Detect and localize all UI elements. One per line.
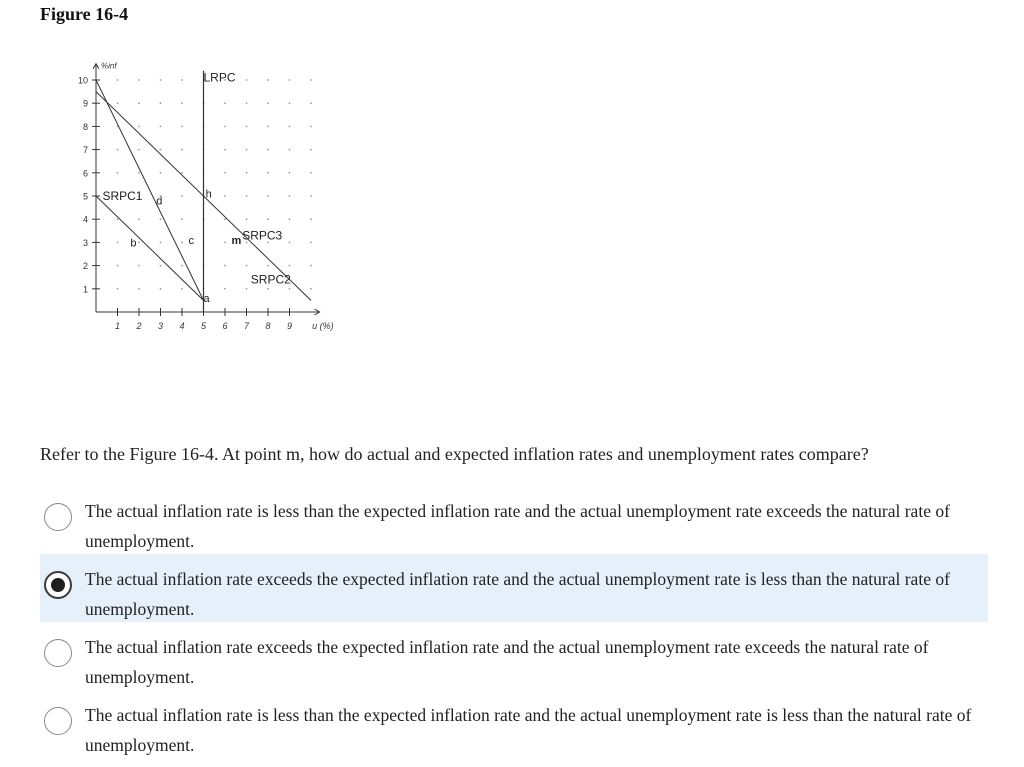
grid-dot xyxy=(267,288,269,290)
grid-dot xyxy=(289,149,291,151)
x-tick-label: 1 xyxy=(114,321,121,331)
y-tick-label: 5 xyxy=(82,191,88,202)
grid-dot xyxy=(160,242,162,244)
x-tick-label: 7 xyxy=(243,321,250,331)
x-tick-label: 2 xyxy=(136,321,142,331)
option-text: The actual inflation rate exceeds the expected inflation rate and the actual unemployment rate exceeds the natural rate of unemployment. xyxy=(85,637,929,687)
grid-dot xyxy=(310,149,312,151)
grid-dot xyxy=(138,242,140,244)
grid-dot xyxy=(117,242,119,244)
grid-dot xyxy=(289,172,291,174)
point-label-a: a xyxy=(203,293,210,306)
grid-dot xyxy=(267,149,269,151)
grid-dot xyxy=(224,288,226,290)
grid-dot xyxy=(289,288,291,290)
grid-dot xyxy=(224,172,226,174)
grid-dot xyxy=(181,218,183,220)
grid-dot xyxy=(181,242,183,244)
grid-dot xyxy=(138,172,140,174)
point-label-m: m xyxy=(231,235,242,248)
grid-dot xyxy=(246,149,248,151)
grid-dot xyxy=(310,265,312,267)
phillips-curve-chart xyxy=(70,55,370,345)
grid-dot xyxy=(310,172,312,174)
curve-label-srpc2: SRPC2 xyxy=(250,272,291,287)
grid-dot xyxy=(117,79,119,81)
grid-dot xyxy=(138,218,140,220)
grid-dot xyxy=(138,288,140,290)
grid-dot xyxy=(289,218,291,220)
question-text: Refer to the Figure 16-4. At point m, how do actual and expected inflation rates and unemployment rates compare? xyxy=(40,444,869,464)
chart-svg xyxy=(70,55,370,345)
figure-title: Figure 16-4 xyxy=(40,4,129,24)
option-text: The actual inflation rate exceeds the expected inflation rate and the actual unemployment rate is less than the natural rate of unemployment. xyxy=(85,569,950,619)
y-tick-label: 1 xyxy=(82,284,88,295)
grid-dot xyxy=(138,126,140,128)
grid-dot xyxy=(289,195,291,197)
grid-dot xyxy=(160,218,162,220)
grid-dot xyxy=(138,79,140,81)
y-tick-label: 3 xyxy=(82,237,88,248)
grid-dot xyxy=(160,149,162,151)
radio-button[interactable] xyxy=(44,639,72,667)
grid-dot xyxy=(289,265,291,267)
grid-dot xyxy=(117,102,119,104)
radio-button[interactable] xyxy=(44,571,72,599)
answer-option-4[interactable] xyxy=(40,690,988,758)
grid-dot xyxy=(267,172,269,174)
grid-dot xyxy=(181,172,183,174)
y-tick-label: 2 xyxy=(82,261,88,272)
y-tick-label: 9 xyxy=(82,98,88,109)
x-tick-label: 9 xyxy=(286,321,293,331)
grid-dot xyxy=(224,102,226,104)
grid-dot xyxy=(246,102,248,104)
grid-dot xyxy=(117,288,119,290)
grid-dot xyxy=(160,126,162,128)
grid-dot xyxy=(289,102,291,104)
grid-dot xyxy=(267,218,269,220)
point-label-b: b xyxy=(130,237,137,250)
y-tick-label: 4 xyxy=(82,214,88,225)
curve-label-srpc1: SRPC1 xyxy=(102,189,143,203)
answer-option-2[interactable] xyxy=(40,554,988,622)
grid-dot xyxy=(138,265,140,267)
grid-dot xyxy=(160,79,162,81)
grid-dot xyxy=(246,172,248,174)
x-axis-label: u (%) xyxy=(312,321,334,331)
grid-dot xyxy=(224,126,226,128)
grid-dot xyxy=(224,149,226,151)
grid-dot xyxy=(138,102,140,104)
grid-dot xyxy=(181,288,183,290)
grid-dot xyxy=(246,126,248,128)
grid-dot xyxy=(160,265,162,267)
x-tick-label: 6 xyxy=(222,321,228,331)
grid-dot xyxy=(310,288,312,290)
y-tick-label: 7 xyxy=(82,145,88,156)
grid-dot xyxy=(160,102,162,104)
x-tick-label: 8 xyxy=(265,321,271,331)
x-tick-label: 5 xyxy=(200,321,207,331)
grid-dot xyxy=(310,242,312,244)
grid-dot xyxy=(246,288,248,290)
grid-dot xyxy=(246,195,248,197)
answer-option-3[interactable] xyxy=(40,622,988,690)
grid-dot xyxy=(117,149,119,151)
grid-dot xyxy=(246,79,248,81)
x-tick-label: 3 xyxy=(157,321,164,331)
grid-dot xyxy=(181,79,183,81)
grid-dot xyxy=(289,79,291,81)
grid-dot xyxy=(224,265,226,267)
grid-dot xyxy=(310,195,312,197)
answer-options xyxy=(40,486,988,758)
grid-dot xyxy=(310,79,312,81)
grid-dot xyxy=(267,79,269,81)
grid-dot xyxy=(181,126,183,128)
radio-selected-dot xyxy=(51,578,65,592)
grid-dot xyxy=(181,149,183,151)
grid-dot xyxy=(224,242,226,244)
x-tick-label: 4 xyxy=(179,321,185,331)
grid-dot xyxy=(267,126,269,128)
grid-dot xyxy=(138,149,140,151)
grid-dot xyxy=(160,288,162,290)
radio-button[interactable] xyxy=(44,503,72,531)
curve-label-srpc3: SRPC3 xyxy=(242,228,283,243)
grid-dot xyxy=(246,265,248,267)
grid-dot xyxy=(160,172,162,174)
grid-dot xyxy=(246,218,248,220)
grid-dot xyxy=(224,218,226,220)
y-axis-label: %inf xyxy=(101,61,117,71)
grid-dot xyxy=(310,126,312,128)
grid-dot xyxy=(117,265,119,267)
radio-button[interactable] xyxy=(44,707,72,735)
grid-dot xyxy=(267,265,269,267)
curve-label-lrpc: LRPC xyxy=(203,70,236,85)
grid-dot xyxy=(117,172,119,174)
grid-dot xyxy=(267,195,269,197)
grid-dot xyxy=(181,195,183,197)
grid-dot xyxy=(181,102,183,104)
point-label-d: d xyxy=(156,195,163,208)
grid-dot xyxy=(289,242,291,244)
grid-dot xyxy=(310,102,312,104)
grid-dot xyxy=(289,126,291,128)
option-text: The actual inflation rate is less than the expected inflation rate and the actual unemployment rate is less than the natural rate of unemployment. xyxy=(85,705,972,755)
curve-srpc2 xyxy=(96,196,204,300)
y-tick-label: 8 xyxy=(82,121,88,132)
grid-dot xyxy=(267,102,269,104)
y-tick-label: 10 xyxy=(77,75,88,86)
grid-dot xyxy=(117,218,119,220)
answer-option-1[interactable] xyxy=(40,486,988,554)
point-label-h: h xyxy=(205,188,212,201)
grid-dot xyxy=(224,195,226,197)
option-text: The actual inflation rate is less than the expected inflation rate and the actual unemployment rate exceeds the natural rate of unemployment. xyxy=(85,501,950,551)
y-tick-label: 6 xyxy=(82,168,88,179)
grid-dot xyxy=(310,218,312,220)
grid-dot xyxy=(181,265,183,267)
point-label-c: c xyxy=(188,235,194,248)
